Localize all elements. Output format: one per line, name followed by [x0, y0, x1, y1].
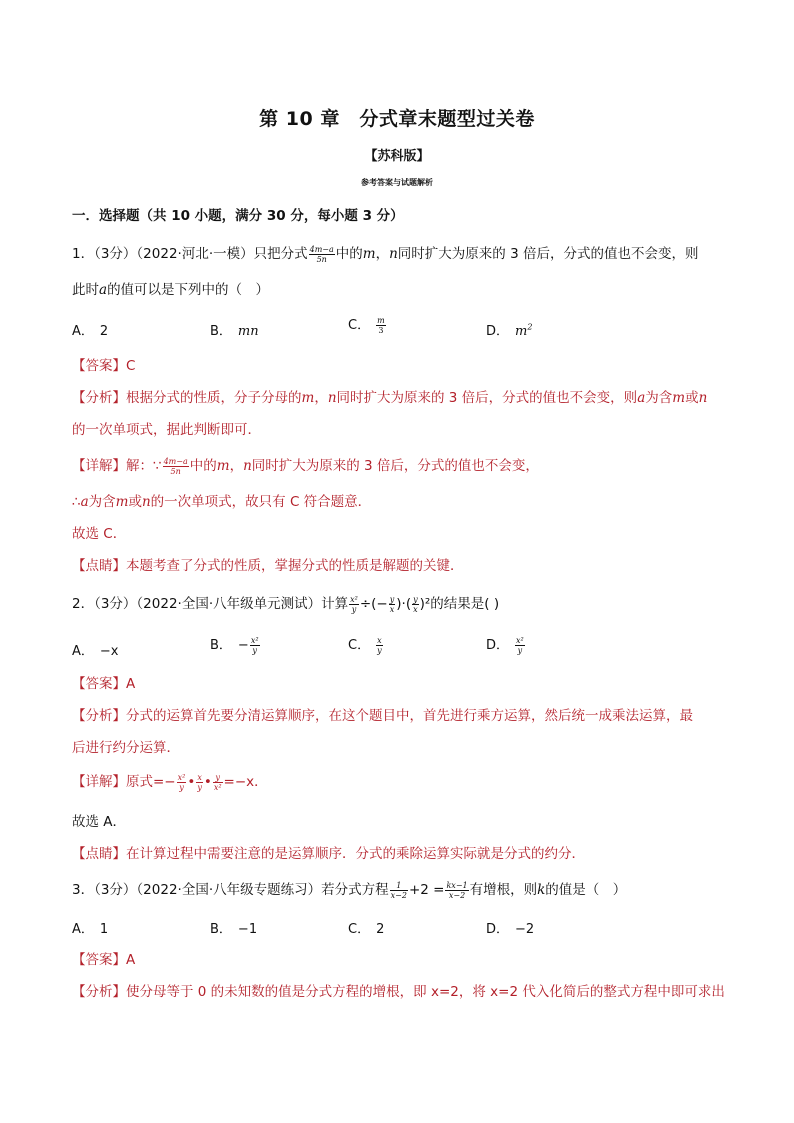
q1-option-c: C． $\frac{m}{3}$	[348, 316, 385, 335]
q3-option-b: B． −1	[210, 922, 258, 937]
q2-option-a: A． −x	[72, 644, 119, 659]
q1-choose: 故选 C．	[72, 526, 127, 542]
q2-analysis-line2: 后进行约分运算．	[72, 740, 180, 756]
page-subtitle: 参考答案与试题解析	[361, 178, 433, 187]
q1-option-d: D． $m^2$	[486, 322, 533, 339]
q2-choose: 故选 A．	[72, 814, 127, 830]
q3-option-c: C． 2	[348, 922, 385, 937]
section-heading: 一．选择题（共 10 小题，满分 30 分，每小题 3 分）	[72, 208, 404, 224]
q1-detail-line2: ∴a为含m或n的一次单项式，故只有 C 符合题意．	[72, 494, 372, 510]
q1-detail-line1: 【详解】解：∵ $\frac{4m-a}{5n}$ 中的m，n同时扩大为原来的 3 倍后，分式的值也不会变，	[72, 456, 539, 476]
q2-option-d: D． $\frac{\text{x²}}{y}$	[486, 636, 524, 655]
q1-analysis-line1: 【分析】根据分式的性质，分子分母的m，n同时扩大为原来的 3 倍后，分式的值也不会变，则a为含m或n	[72, 390, 708, 406]
q2-option-c: C． $\frac{x}{y}$	[348, 636, 382, 655]
q3-answer: 【答案】A	[72, 952, 136, 968]
q1-fraction: $\frac{4m-a}{5n}$	[309, 244, 334, 264]
q1-comment: 【点睛】本题考查了分式的性质，掌握分式的性质是解题的关键．	[72, 558, 464, 574]
edition-label: 【苏科版】	[364, 149, 430, 164]
q1-option-b: B． mn	[210, 324, 259, 339]
q2-answer: 【答案】A	[72, 676, 136, 692]
q1-stem-line2: 此时a的值可以是下列中的（ ）	[72, 282, 270, 298]
q2-detail: 【详解】原式=− $\frac{\text{x²}}{y}$ • $\frac{x}{y}$ • $\frac{y}{\text{x²}}$ =−x．	[72, 772, 268, 792]
q2-stem: 2．（3分）（2022·全国·八年级单元测试）计算 $\frac{\text{x²}}{y}$ ÷(− $\frac{y}{x}$ )·( $\frac{y}{x}$ )²的结果是( )	[72, 594, 500, 614]
q2-comment: 【点睛】在计算过程中需要注意的是运算顺序．分式的乘除运算实际就是分式的约分．	[72, 846, 585, 862]
q2-option-b: B． − $\frac{\text{x²}}{y}$	[210, 636, 259, 655]
q1-answer: 【答案】C	[72, 358, 136, 374]
page-title: 第 10 章 分式章末题型过关卷	[259, 108, 535, 130]
q3-stem: 3．（3分）（2022·全国·八年级专题练习）若分式方程 $\frac{1}{x-2}$ +2 = $\frac{kx-1}{x-2}$ 有增根，则k的值是（ ）	[72, 880, 627, 900]
q1-stem-line1: 1．（3分）（2022·河北·一模）只把分式 $\frac{4m-a}{5n}$ 中的m，n同时扩大为原来的 3 倍后，分式的值也不会变，则	[72, 244, 699, 264]
q2-analysis-line1: 【分析】分式的运算首先要分清运算顺序，在这个题目中，首先进行乘方运算，然后统一成乘法运算，最	[72, 708, 693, 724]
q1-option-a: A． 2	[72, 324, 109, 339]
q3-option-d: D． −2	[486, 922, 535, 937]
q3-analysis: 【分析】使分母等于 0 的未知数的值是分式方程的增根，即 x=2，将 x=2 代入化简后的整式方程中即可求出	[72, 984, 725, 1000]
q3-option-a: A． 1	[72, 922, 109, 937]
q1-analysis-line2: 的一次单项式，据此判断即可．	[72, 422, 261, 438]
